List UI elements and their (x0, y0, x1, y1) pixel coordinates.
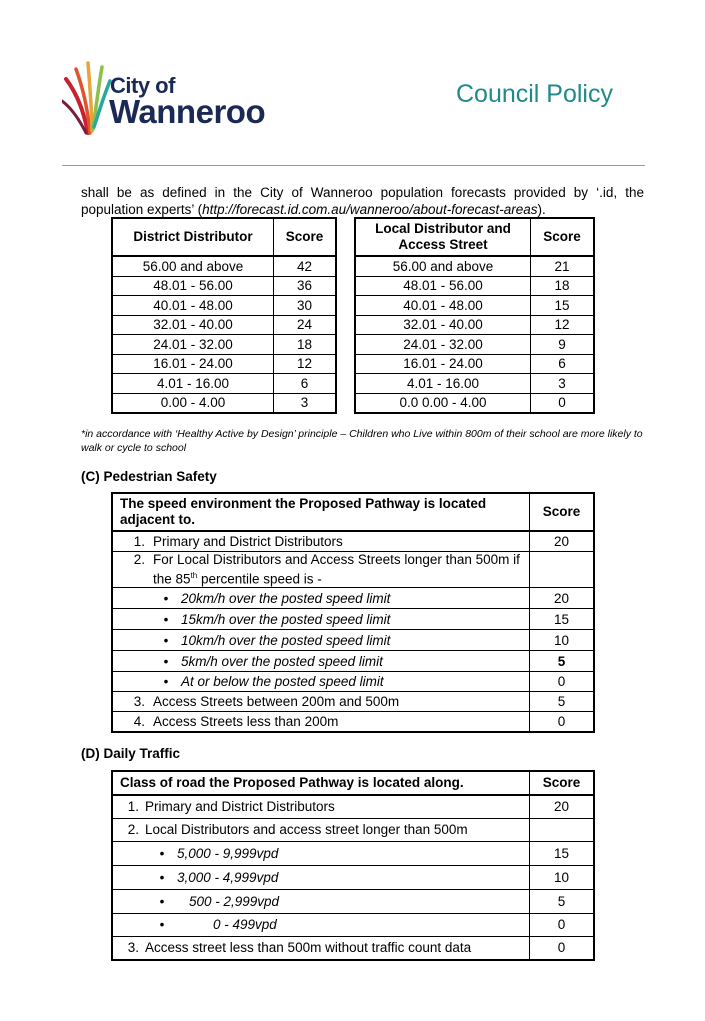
table-row (112, 393, 336, 413)
row-text: 0 - 499vpd (213, 917, 277, 932)
table-cell: 4.01 - 16.00 (112, 374, 274, 394)
table-row (112, 865, 594, 889)
row-number: 3. (127, 940, 139, 956)
score-cell (530, 818, 595, 841)
table-cell: 16.01 - 24.00 (355, 354, 531, 374)
table-row (112, 276, 336, 296)
table-cell: 42 (274, 256, 337, 276)
score-cell (530, 551, 595, 588)
table-cell: 9 (531, 335, 595, 355)
table-cell: 48.01 - 56.00 (112, 276, 274, 296)
table-cell (112, 865, 530, 889)
score-cell: 0 (530, 672, 595, 692)
table-cell (112, 630, 530, 651)
table-row (112, 672, 594, 692)
table-row (355, 315, 594, 335)
table-cell: 15 (531, 296, 595, 316)
bullet-icon: • (163, 590, 169, 606)
score-cell: 0 (530, 913, 595, 936)
table-row (355, 374, 594, 394)
table-row (112, 296, 336, 316)
district-distributor-table (111, 217, 337, 414)
row-text: 3,000 - 4,999vpd (177, 869, 279, 885)
row-number: 2. (133, 551, 145, 567)
bullet-icon: • (159, 917, 165, 932)
row-number: 1. (133, 533, 145, 549)
table-row (112, 354, 336, 374)
score-cell: 15 (530, 609, 595, 630)
row-text: Access street less than 500m without traffic count data (145, 940, 472, 956)
row-text-part: percentile speed is - (197, 571, 322, 586)
column-header: Score (274, 218, 337, 256)
bullet-icon: • (163, 611, 169, 627)
table-cell (112, 818, 530, 841)
score-cell: 20 (530, 588, 595, 609)
bullet-icon: • (163, 674, 169, 689)
row-number: 4. (133, 713, 145, 729)
row-text-superscript: th (190, 570, 198, 580)
column-header: Score (530, 493, 595, 531)
intro-paragraph (81, 184, 644, 218)
table-cell: 0.0 0.00 - 4.00 (355, 393, 531, 413)
table-cell (112, 588, 530, 609)
score-cell: 5 (530, 889, 595, 913)
table-cell (112, 889, 530, 913)
logo-wanneroo-text: Wanneroo (109, 93, 266, 130)
row-text: At or below the posted speed limit (181, 674, 384, 689)
table-row (355, 335, 594, 355)
bullet-icon: • (159, 869, 165, 885)
table-header-row (112, 771, 594, 795)
score-cell: 20 (530, 531, 595, 551)
local-distributor-table (354, 217, 595, 414)
table-row (112, 889, 594, 913)
table-row (112, 551, 594, 588)
daily-traffic-table (111, 770, 595, 961)
row-text: 20km/h over the posted speed limit (181, 590, 391, 606)
table-cell: 56.00 and above (112, 256, 274, 276)
table-row (112, 531, 594, 551)
row-number: 3. (133, 694, 145, 709)
table-cell (112, 672, 530, 692)
column-header: The speed environment the Proposed Pathway is located adjacent to. (112, 493, 530, 531)
row-text-part: For Local Distributors and Access Streets longer than 500m if the 85 (153, 551, 520, 586)
table-cell (112, 651, 530, 672)
score-cell: 20 (530, 795, 595, 818)
table-row (112, 692, 594, 712)
score-cell: 5 (530, 692, 595, 712)
column-header: Score (531, 218, 595, 256)
column-header: District Distributor (112, 218, 274, 256)
table-row (355, 393, 594, 413)
table-header-row (355, 218, 594, 256)
logo-city-text: City of (110, 73, 175, 98)
row-text (153, 552, 529, 588)
table-cell (112, 531, 530, 551)
row-number: 2. (127, 822, 139, 837)
table-header-row (112, 218, 336, 256)
table-cell (112, 609, 530, 630)
pedestrian-safety-table (111, 492, 595, 733)
table-cell: 21 (531, 256, 595, 276)
table-cell: 0 (531, 393, 595, 413)
table-cell: 18 (531, 276, 595, 296)
bullet-icon: • (163, 653, 169, 669)
score-cell: 0 (530, 712, 595, 732)
row-content (123, 552, 529, 588)
table-cell: 12 (274, 354, 337, 374)
intro-text-after: ). (537, 202, 546, 217)
row-text: 5km/h over the posted speed limit (181, 653, 383, 669)
table-header-row (112, 493, 594, 531)
table-row (112, 936, 594, 960)
table-row (355, 296, 594, 316)
score-cell: 10 (530, 865, 595, 889)
row-text: 10km/h over the posted speed limit (181, 632, 391, 648)
bullet-icon: • (163, 632, 169, 648)
table-cell: 56.00 and above (355, 256, 531, 276)
table-cell: 16.01 - 24.00 (112, 354, 274, 374)
table-row (112, 588, 594, 609)
table-cell (112, 795, 530, 818)
table-row (112, 651, 594, 672)
table-cell: 48.01 - 56.00 (355, 276, 531, 296)
table-cell: 36 (274, 276, 337, 296)
column-header: Class of road the Proposed Pathway is located along. (112, 771, 530, 795)
table-row (112, 630, 594, 651)
table-cell: 32.01 - 40.00 (112, 315, 274, 335)
table-row (112, 315, 336, 335)
table-row (355, 354, 594, 374)
table-cell: 24 (274, 315, 337, 335)
intro-text-before: shall be as defined in the City of Wanneroo population forecasts provided by ‘.id, the population experts’ ( (81, 185, 644, 217)
column-header: Local Distributor and Access Street (355, 218, 531, 256)
table-cell: 40.01 - 48.00 (112, 296, 274, 316)
table-cell (112, 551, 530, 588)
row-text: Access Streets less than 200m (153, 713, 339, 729)
table-cell: 18 (274, 335, 337, 355)
city-of-wanneroo-logo (62, 55, 292, 137)
table-cell: 32.01 - 40.00 (355, 315, 531, 335)
table-cell: 3 (274, 393, 337, 413)
section-heading-daily-traffic: (D) Daily Traffic (81, 746, 181, 761)
row-text: Access Streets between 200m and 500m (153, 694, 400, 709)
row-text: Primary and District Distributors (145, 799, 335, 815)
table-cell: 0.00 - 4.00 (112, 393, 274, 413)
row-text: Primary and District Distributors (153, 533, 343, 549)
table-row (112, 913, 594, 936)
table-row (112, 841, 594, 865)
table-row (112, 818, 594, 841)
table-row (112, 795, 594, 818)
table-row (355, 276, 594, 296)
table-cell: 6 (531, 354, 595, 374)
table-cell (112, 936, 530, 960)
table-row (112, 335, 336, 355)
table-cell (112, 913, 530, 936)
table-row (112, 256, 336, 276)
table-cell: 6 (274, 374, 337, 394)
table-cell: 12 (531, 315, 595, 335)
bullet-icon: • (159, 893, 165, 909)
table-row (355, 256, 594, 276)
score-cell: 15 (530, 841, 595, 865)
score-cell: 0 (530, 936, 595, 960)
table-cell (112, 712, 530, 732)
logo-fan-icon (62, 55, 112, 137)
row-text: 5,000 - 9,999vpd (177, 845, 279, 861)
footnote: *in accordance with ‘Healthy Active by Design’ principle – Children who Live within 800m of their school are more likely to walk or cycle to school (81, 428, 643, 454)
table-row (112, 609, 594, 630)
row-number: 1. (127, 799, 139, 815)
table-cell: 40.01 - 48.00 (355, 296, 531, 316)
row-text: Local Distributors and access street longer than 500m (145, 822, 468, 837)
table-cell: 30 (274, 296, 337, 316)
section-heading-pedestrian-safety: (C) Pedestrian Safety (81, 469, 217, 484)
table-cell: 24.01 - 32.00 (112, 335, 274, 355)
table-cell: 3 (531, 374, 595, 394)
row-text: 500 - 2,999vpd (189, 893, 280, 909)
table-cell (112, 692, 530, 712)
score-cell: 5 (530, 651, 595, 672)
score-cell: 10 (530, 630, 595, 651)
table-row (112, 712, 594, 732)
column-header: Score (530, 771, 595, 795)
bullet-icon: • (159, 845, 165, 861)
header-divider (62, 165, 645, 166)
table-cell (112, 841, 530, 865)
document-type-title: Council Policy (455, 80, 613, 108)
row-text: 15km/h over the posted speed limit (181, 611, 391, 627)
table-row (112, 374, 336, 394)
forecast-link[interactable]: http://forecast.id.com.au/wanneroo/about-forecast-areas (202, 202, 538, 217)
table-cell: 24.01 - 32.00 (355, 335, 531, 355)
table-cell: 4.01 - 16.00 (355, 374, 531, 394)
